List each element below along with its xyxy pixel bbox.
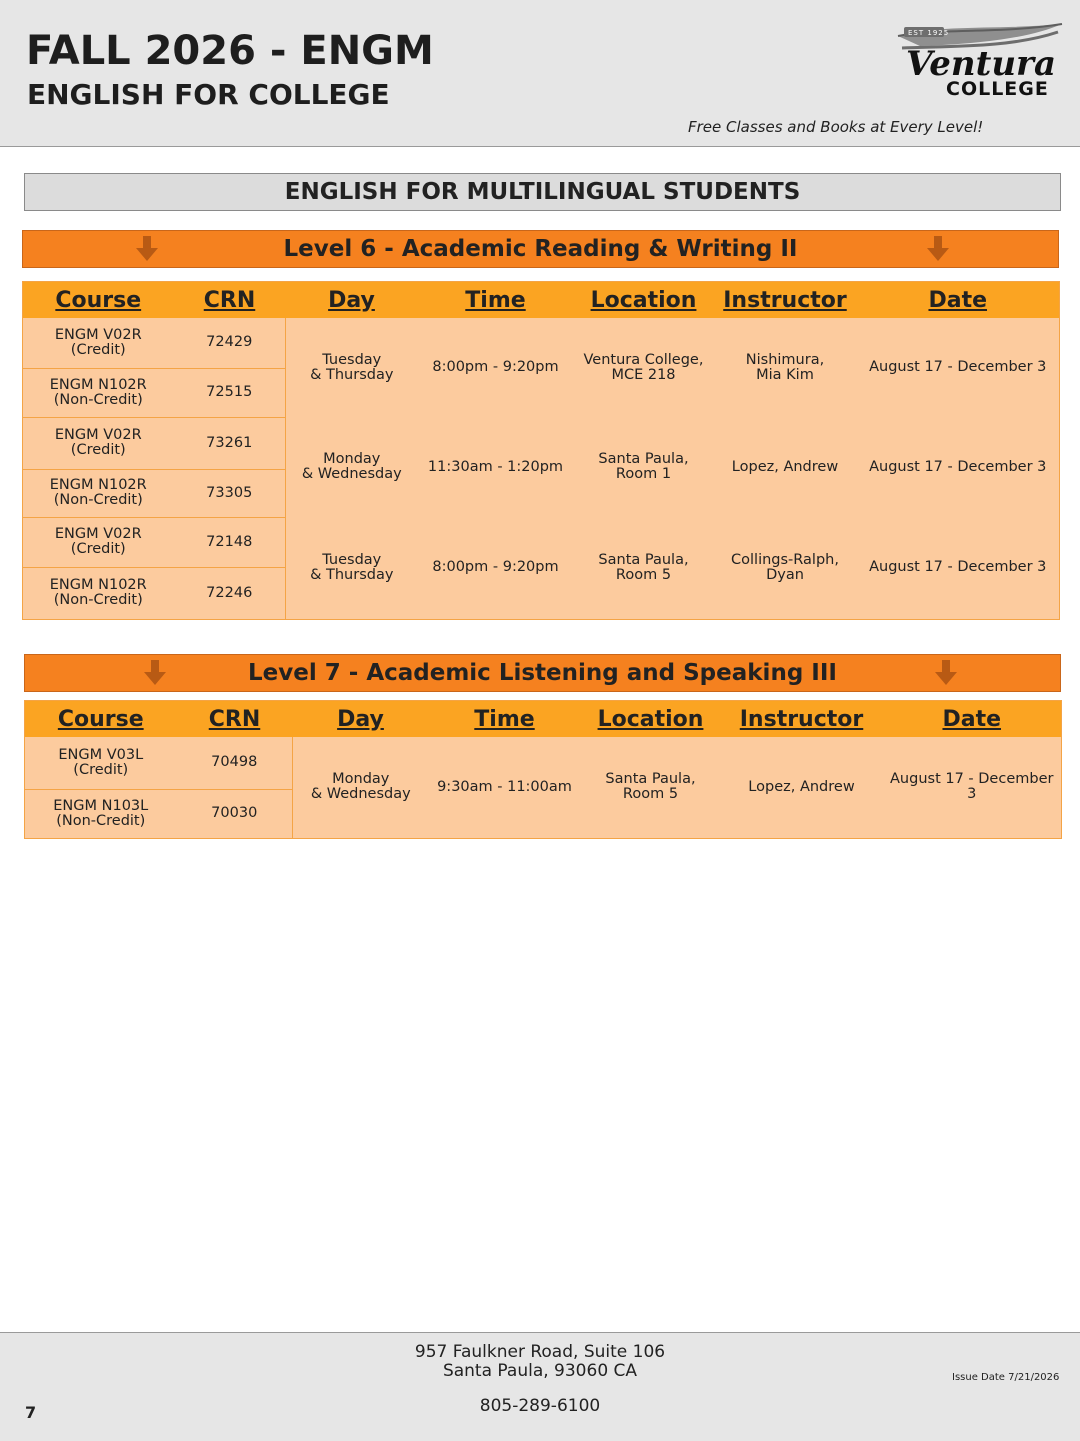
course-type: (Credit) — [70, 541, 126, 557]
crn-cell: 73261 — [174, 417, 286, 469]
location-cell — [574, 417, 714, 517]
column-header-day: Day — [286, 282, 418, 319]
course-type: (Credit) — [73, 761, 129, 778]
page-header — [0, 0, 1080, 147]
crn-cell: 70498 — [177, 737, 293, 789]
date-cell: August 17 - December 3 — [857, 318, 1060, 417]
time-cell: 9:30am - 11:00am — [429, 737, 581, 838]
location-cell — [574, 318, 714, 417]
date-cell: August 17 - December 3 — [857, 517, 1060, 619]
column-header-location: Location — [574, 282, 714, 319]
down-arrow-icon — [934, 660, 958, 686]
instructor-cell: Lopez, Andrew — [714, 417, 857, 517]
logo-script-text: Ventura — [906, 44, 1056, 84]
table-row — [23, 417, 1060, 469]
course-cell — [23, 417, 174, 469]
level-7-schedule-table — [24, 700, 1062, 839]
crn-cell: 72148 — [174, 517, 286, 567]
location-cell — [581, 737, 721, 838]
column-header-instructor: Instructor — [714, 282, 857, 319]
page-title: FALL 2026 - ENGM — [26, 28, 434, 74]
table-header-row — [23, 282, 1060, 319]
instructor-line: Dyan — [766, 566, 804, 583]
page-subtitle: ENGLISH FOR COLLEGE — [27, 78, 390, 111]
course-code: ENGM N102R — [49, 577, 147, 593]
day-line: & Thursday — [310, 366, 394, 383]
instructor-cell: Lopez, Andrew — [721, 737, 883, 838]
down-arrow-icon — [926, 236, 950, 262]
date-cell: August 17 - December 3 — [857, 417, 1060, 517]
column-header-location: Location — [581, 701, 721, 738]
location-line: Room 5 — [615, 566, 672, 583]
course-cell — [23, 469, 174, 517]
page-footer — [0, 1332, 1080, 1441]
course-code: ENGM V02R — [54, 326, 142, 343]
column-header-course: Course — [25, 701, 177, 738]
table-row — [25, 737, 1062, 789]
level-6-schedule-table — [22, 281, 1060, 620]
course-type: (Non-Credit) — [56, 812, 146, 829]
logo-est-text: EST 1925 — [908, 29, 950, 37]
address-line-2: Santa Paula, 93060 CA — [442, 1361, 638, 1381]
course-code: ENGM V03L — [58, 746, 144, 763]
day-line: & Wednesday — [301, 466, 402, 482]
course-type: (Credit) — [70, 442, 126, 458]
level-6-bar — [22, 230, 1059, 268]
column-header-instructor: Instructor — [721, 701, 883, 738]
location-line: Santa Paula, — [598, 551, 689, 568]
day-line: & Thursday — [310, 566, 394, 583]
crn-cell: 72429 — [174, 318, 286, 368]
ventura-college-logo — [890, 22, 1065, 104]
column-header-crn: CRN — [174, 282, 286, 319]
address-line-1: 957 Faulkner Road, Suite 106 — [414, 1342, 666, 1362]
location-line: MCE 218 — [611, 366, 676, 383]
time-cell: 8:00pm - 9:20pm — [418, 318, 574, 417]
course-type: (Non-Credit) — [53, 592, 143, 608]
instructor-line: Mia Kim — [756, 366, 814, 383]
time-cell: 11:30am - 1:20pm — [418, 417, 574, 517]
column-header-time: Time — [418, 282, 574, 319]
course-cell — [23, 368, 174, 417]
day-line: & Wednesday — [310, 786, 411, 803]
course-code: ENGM N102R — [49, 376, 147, 393]
phone-number: 805-289-6100 — [479, 1396, 601, 1416]
location-line: Santa Paula, — [598, 451, 689, 467]
location-line: Ventura College, — [583, 351, 704, 368]
down-arrow-icon — [135, 236, 159, 262]
level-6-title: Level 6 - Academic Reading & Writing II — [283, 236, 798, 262]
level-7-bar — [24, 654, 1061, 692]
crn-cell: 73305 — [174, 469, 286, 517]
column-header-date: Date — [883, 701, 1062, 738]
table-row — [23, 517, 1060, 567]
course-cell — [25, 737, 177, 789]
course-cell — [23, 567, 174, 619]
section-title: ENGLISH FOR MULTILINGUAL STUDENTS — [24, 173, 1061, 211]
table-row — [23, 318, 1060, 368]
page-number: 7 — [25, 1403, 37, 1422]
instructor-cell — [714, 517, 857, 619]
crn-cell: 72246 — [174, 567, 286, 619]
location-line: Room 1 — [615, 466, 672, 482]
tagline: Free Classes and Books at Every Level! — [688, 118, 984, 136]
level-7-title: Level 7 - Academic Listening and Speaking III — [248, 660, 837, 686]
instructor-cell — [714, 318, 857, 417]
day-line: Monday — [323, 451, 381, 467]
column-header-crn: CRN — [177, 701, 293, 738]
location-line: Room 5 — [622, 786, 679, 803]
crn-cell: 70030 — [177, 789, 293, 838]
location-cell — [574, 517, 714, 619]
course-cell — [25, 789, 177, 838]
day-line: Monday — [332, 771, 390, 788]
time-cell: 8:00pm - 9:20pm — [418, 517, 574, 619]
date-cell: August 17 - December 3 — [883, 737, 1062, 838]
day-cell — [286, 517, 418, 619]
day-cell — [286, 417, 418, 517]
column-header-time: Time — [429, 701, 581, 738]
day-cell — [286, 318, 418, 417]
column-header-date: Date — [857, 282, 1060, 319]
issue-date: Issue Date 7/21/2026 — [952, 1372, 1060, 1383]
instructor-line: Nishimura, — [745, 351, 825, 368]
column-header-course: Course — [23, 282, 174, 319]
day-line: Tuesday — [322, 351, 382, 368]
column-header-day: Day — [293, 701, 429, 738]
course-code: ENGM V02R — [54, 427, 142, 443]
table-header-row — [25, 701, 1062, 738]
down-arrow-icon — [143, 660, 167, 686]
crn-cell: 72515 — [174, 368, 286, 417]
logo-college-text: COLLEGE — [946, 78, 1049, 100]
course-type: (Non-Credit) — [53, 492, 143, 508]
course-code: ENGM N103L — [53, 797, 149, 814]
course-type: (Non-Credit) — [53, 391, 143, 408]
day-line: Tuesday — [322, 551, 382, 568]
course-cell — [23, 318, 174, 368]
course-type: (Credit) — [70, 341, 126, 358]
course-cell — [23, 517, 174, 567]
course-code: ENGM N102R — [49, 477, 147, 493]
day-cell — [293, 737, 429, 838]
instructor-line: Collings-Ralph, — [731, 551, 839, 568]
course-code: ENGM V02R — [54, 526, 142, 542]
location-line: Santa Paula, — [605, 771, 696, 788]
